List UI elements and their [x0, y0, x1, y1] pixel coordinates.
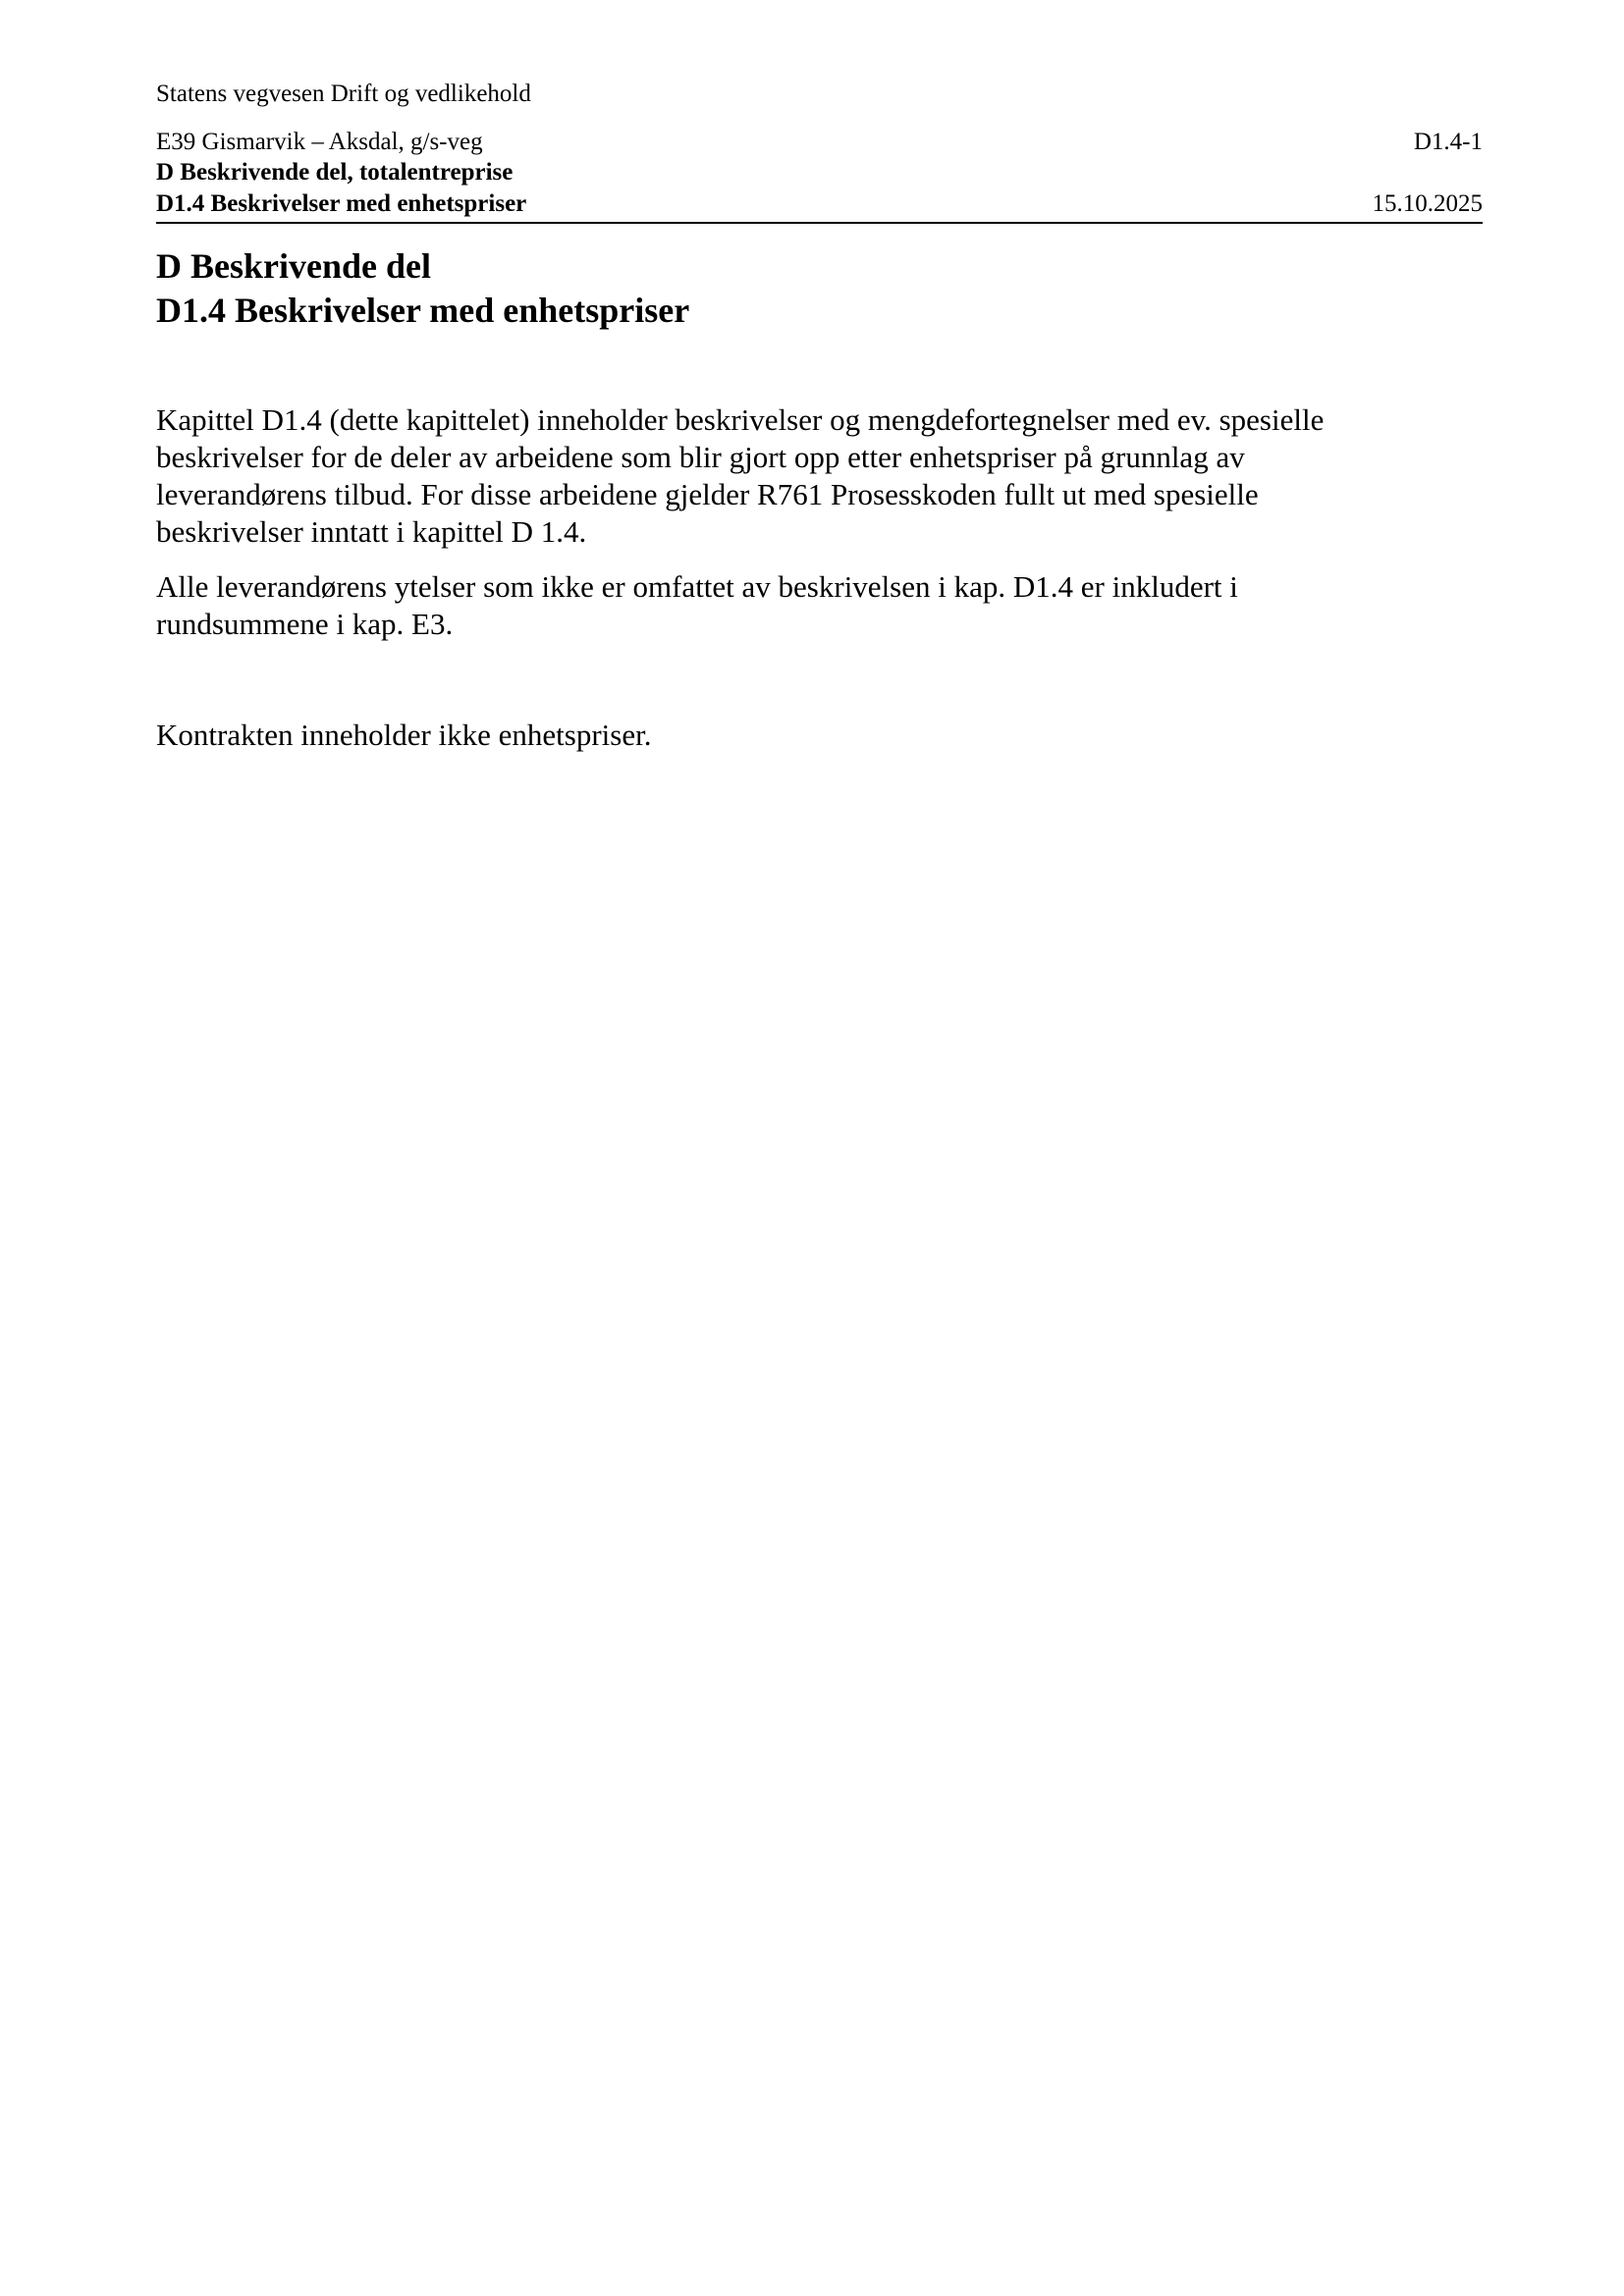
- paragraph-line: Alle leverandørens ytelser som ikke er omfattet av beskrivelsen i kap. D1.4 er inkludert i: [156, 569, 1238, 604]
- paragraph-line: beskrivelser inntatt i kapittel D 1.4.: [156, 514, 587, 549]
- paragraph-contract-note: [156, 717, 1483, 754]
- paragraph-line: Kontrakten inneholder ikke enhetspriser.: [156, 718, 652, 752]
- paragraph-intro: [156, 401, 1483, 551]
- document-date: 15.10.2025: [1372, 190, 1483, 217]
- project-name: E39 Gismarvik – Aksdal, g/s-veg: [156, 129, 483, 155]
- header-row-subsection: [156, 189, 1483, 219]
- section-name: D Beskrivende del, totalentreprise: [156, 159, 514, 186]
- paragraph-line: Kapittel D1.4 (dette kapittelet) inneholder beskrivelser og mengdefortegnelser med ev. spesielle: [156, 402, 1325, 437]
- organization-name: Statens vegvesen Drift og vedlikehold: [156, 80, 531, 107]
- subsection-name: D1.4 Beskrivelser med enhetspriser: [156, 190, 527, 217]
- page-subtitle: D1.4 Beskrivelser med enhetspriser: [156, 291, 690, 330]
- paragraph-line: rundsummene i kap. E3.: [156, 607, 454, 641]
- header-divider: [156, 222, 1483, 224]
- page-id: D1.4-1: [1413, 129, 1483, 155]
- header-row-section: [156, 158, 1483, 187]
- paragraph-scope: [156, 568, 1483, 643]
- paragraph-line: beskrivelser for de deler av arbeidene som blir gjort opp etter enhetspriser på grunnlag av: [156, 440, 1245, 474]
- page-title: D Beskrivende del: [156, 246, 432, 286]
- header-row-project: [156, 128, 1483, 157]
- paragraph-line: leverandørens tilbud. For disse arbeidene gjelder R761 Prosesskoden fullt ut med spesielle: [156, 477, 1259, 511]
